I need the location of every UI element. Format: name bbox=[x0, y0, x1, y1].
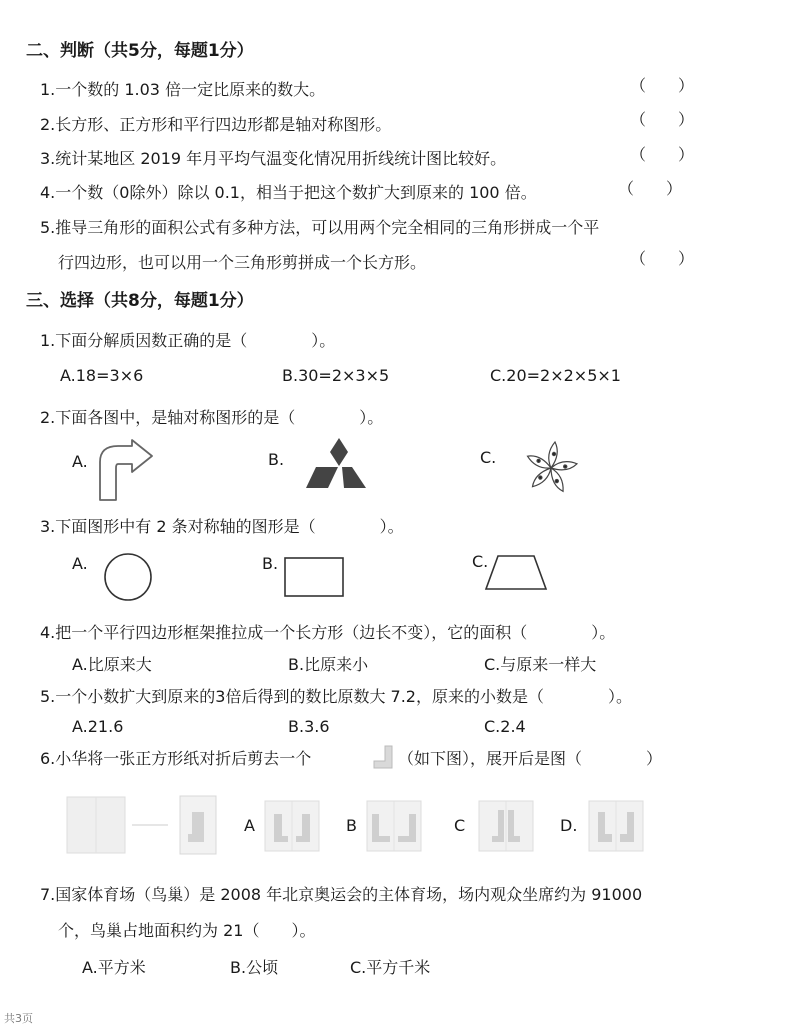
judge-item-5: 5.推导三角形的面积公式有多种方法，可以用两个完全相同的三角形拼成一个平 bbox=[40, 218, 600, 237]
judge-item-5-line2: 行四边形，也可以用一个三角形剪拼成一个长方形。 bbox=[58, 253, 427, 272]
section-title-judgement: 二、判断（共5分，每题1分） bbox=[26, 41, 254, 61]
q6-label-c[interactable]: C bbox=[454, 816, 466, 835]
q4-option-c[interactable]: C.与原来一样大 bbox=[484, 655, 597, 674]
choice-q3: 3.下面图形中有 2 条对称轴的图形是（ ）。 bbox=[40, 517, 404, 536]
circle-figure bbox=[102, 551, 154, 603]
page-footer: 共3页 bbox=[4, 1012, 33, 1025]
q7-option-a[interactable]: A.平方米 bbox=[82, 958, 146, 977]
q6-figure-c bbox=[478, 800, 536, 854]
choice-q5: 5.一个小数扩大到原来的3倍后得到的数比原数大 7.2，原来的小数是（ ）。 bbox=[40, 687, 632, 706]
answer-paren-2[interactable]: （ ） bbox=[630, 110, 695, 129]
judge-item-1: 1.一个数的 1.03 倍一定比原来的数大。 bbox=[40, 80, 326, 99]
q1-option-a[interactable]: A.18=3×6 bbox=[60, 366, 144, 385]
flower-figure bbox=[518, 440, 584, 496]
q3-label-c[interactable]: C. bbox=[472, 552, 489, 571]
q5-option-a[interactable]: A.21.6 bbox=[72, 717, 124, 736]
q3-label-b[interactable]: B. bbox=[262, 554, 279, 573]
q2-label-b[interactable]: B. bbox=[268, 450, 285, 469]
q4-option-a[interactable]: A.比原来大 bbox=[72, 655, 152, 674]
q1-option-b[interactable]: B.30=2×3×5 bbox=[282, 366, 390, 385]
q5-option-b[interactable]: B.3.6 bbox=[288, 717, 330, 736]
q1-option-c[interactable]: C.20=2×2×5×1 bbox=[490, 366, 621, 385]
rectangle-figure bbox=[284, 557, 346, 599]
cut-corner-icon bbox=[372, 744, 394, 770]
q2-label-c[interactable]: C. bbox=[480, 448, 497, 467]
answer-paren-3[interactable]: （ ） bbox=[630, 145, 695, 164]
judge-item-4: 4.一个数（0除外）除以 0.1，相当于把这个数扩大到原来的 100 倍。 bbox=[40, 183, 537, 202]
choice-q6-part2: （如下图），展开后是图（ ） bbox=[398, 749, 663, 768]
judge-item-2: 2.长方形、正方形和平行四边形都是轴对称图形。 bbox=[40, 115, 392, 134]
answer-paren-4[interactable]: （ ） bbox=[618, 179, 683, 198]
answer-paren-1[interactable]: （ ） bbox=[630, 76, 695, 95]
q6-label-b[interactable]: B bbox=[346, 816, 357, 835]
choice-q1: 1.下面分解质因数正确的是（ ）。 bbox=[40, 331, 336, 350]
answer-paren-5[interactable]: （ ） bbox=[630, 249, 695, 268]
choice-q2: 2.下面各图中，是轴对称图形的是（ ）。 bbox=[40, 408, 384, 427]
mitsubishi-logo-figure bbox=[304, 436, 374, 494]
arrow-line bbox=[130, 822, 170, 828]
q6-label-d[interactable]: D. bbox=[560, 816, 578, 835]
square-paper-figure bbox=[66, 796, 128, 856]
q6-figure-a bbox=[264, 800, 322, 854]
curved-arrow-figure bbox=[92, 440, 156, 502]
choice-q7: 7.国家体育场（鸟巢）是 2008 年北京奥运会的主体育场，场内观众坐席约为 91000 bbox=[40, 885, 643, 904]
trapezoid-figure bbox=[484, 553, 550, 593]
choice-q4: 4.把一个平行四边形框架推拉成一个长方形（边长不变），它的面积（ ）。 bbox=[40, 623, 616, 642]
q4-option-b[interactable]: B.比原来小 bbox=[288, 655, 369, 674]
choice-q7-line2: 个，鸟巢占地面积约为 21（ ）。 bbox=[58, 921, 316, 940]
choice-q6-part1: 6.小华将一张正方形纸对折后剪去一个 bbox=[40, 749, 312, 768]
folded-paper-figure bbox=[178, 794, 222, 858]
q6-figure-d bbox=[588, 800, 646, 854]
q3-label-a[interactable]: A. bbox=[72, 554, 88, 573]
q6-label-a[interactable]: A bbox=[244, 816, 255, 835]
q7-option-b[interactable]: B.公顷 bbox=[230, 958, 279, 977]
section-title-choice: 三、选择（共8分，每题1分） bbox=[26, 291, 254, 311]
q7-option-c[interactable]: C.平方千米 bbox=[350, 958, 431, 977]
q2-label-a[interactable]: A. bbox=[72, 452, 88, 471]
judge-item-3: 3.统计某地区 2019 年月平均气温变化情况用折线统计图比较好。 bbox=[40, 149, 507, 168]
q5-option-c[interactable]: C.2.4 bbox=[484, 717, 526, 736]
q6-figure-b bbox=[366, 800, 424, 854]
